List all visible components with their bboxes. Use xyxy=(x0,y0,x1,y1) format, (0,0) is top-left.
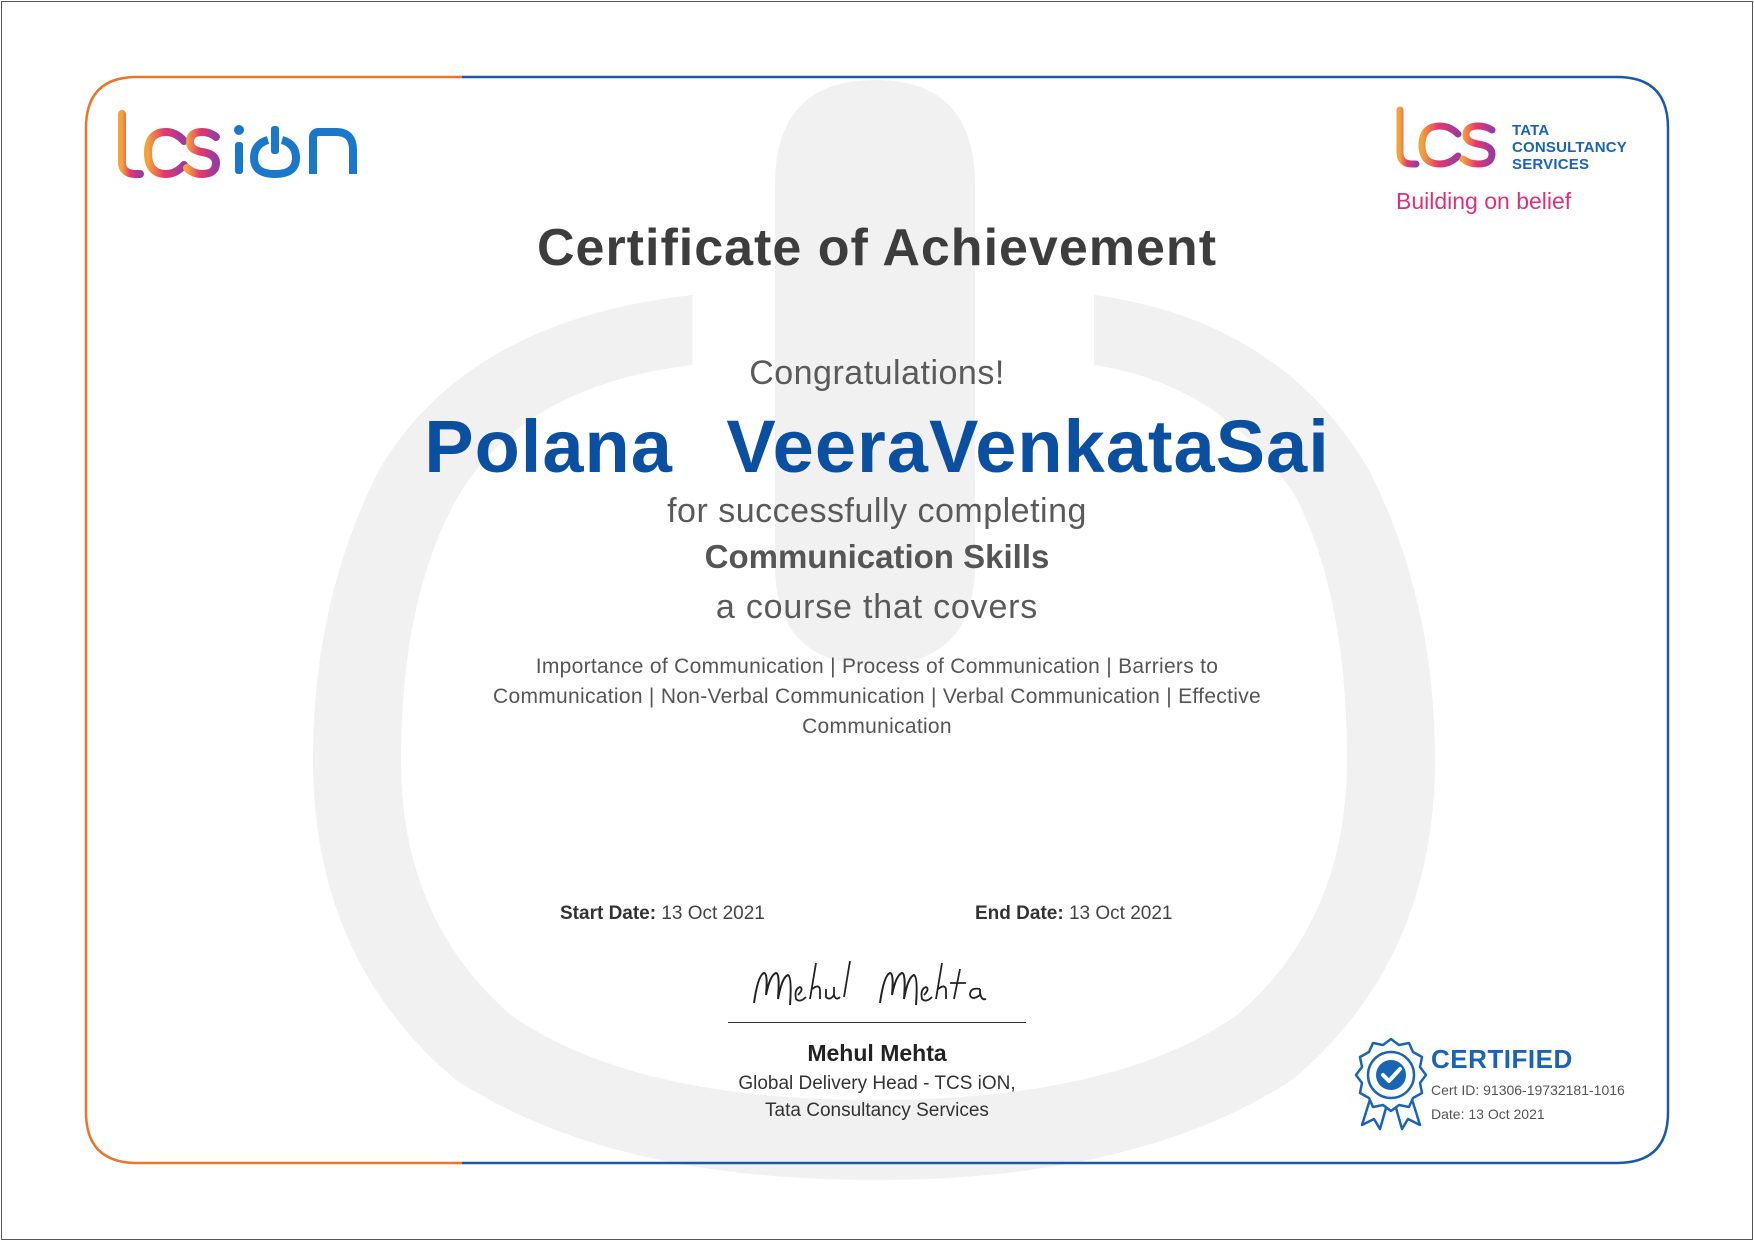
signer-title-line-1: Global Delivery Head - TCS iON, xyxy=(738,1073,1016,1094)
cert-date-label: Date: xyxy=(1431,1106,1465,1122)
cert-date xyxy=(1431,1106,1545,1122)
completion-text: for successfully completing xyxy=(667,492,1087,530)
tata-consultancy-wordmark xyxy=(1512,122,1627,173)
handwritten-signature xyxy=(740,955,1020,1025)
covers-text: a course that covers xyxy=(715,588,1039,626)
tata-line-3: SERVICES xyxy=(1512,156,1590,173)
certified-heading: CERTIFIED xyxy=(1431,1044,1573,1074)
course-topics: Importance of Communication | Process of Communication | Barriers to Communication | Non-Verbal Communication | Verbal Communication | Effective Communication xyxy=(493,655,1261,738)
cert-id-label: Cert ID: xyxy=(1431,1082,1480,1098)
signer-title-line-2: Tata Consultancy Services xyxy=(765,1100,989,1121)
recipient-name: Polana VeeraVenkataSai xyxy=(424,405,1330,488)
tagline: Building on belief xyxy=(1396,188,1572,214)
cert-id-value: 91306-19732181-1016 xyxy=(1483,1082,1625,1098)
start-date-value: 13 Oct 2021 xyxy=(661,903,765,924)
signer-name: Mehul Mehta xyxy=(807,1040,947,1066)
start-date xyxy=(560,903,765,925)
start-date-label: Start Date: xyxy=(560,903,657,924)
end-date-label: End Date: xyxy=(975,903,1064,924)
signature-line xyxy=(728,1022,1026,1023)
course-name: Communication Skills xyxy=(704,538,1050,575)
end-date xyxy=(975,903,1173,925)
tata-line-1: TATA xyxy=(1512,122,1550,139)
end-date-value: 13 Oct 2021 xyxy=(1068,903,1173,924)
congratulations-text: Congratulations! xyxy=(749,354,1005,392)
cert-date-value: 13 Oct 2021 xyxy=(1468,1106,1545,1122)
cert-id xyxy=(1431,1082,1625,1098)
certified-badge-icon xyxy=(1350,1035,1432,1131)
tcs-ion-logo xyxy=(118,108,368,188)
certificate-title: Certificate of Achievement xyxy=(536,219,1218,277)
tata-line-2: CONSULTANCY xyxy=(1512,139,1627,156)
